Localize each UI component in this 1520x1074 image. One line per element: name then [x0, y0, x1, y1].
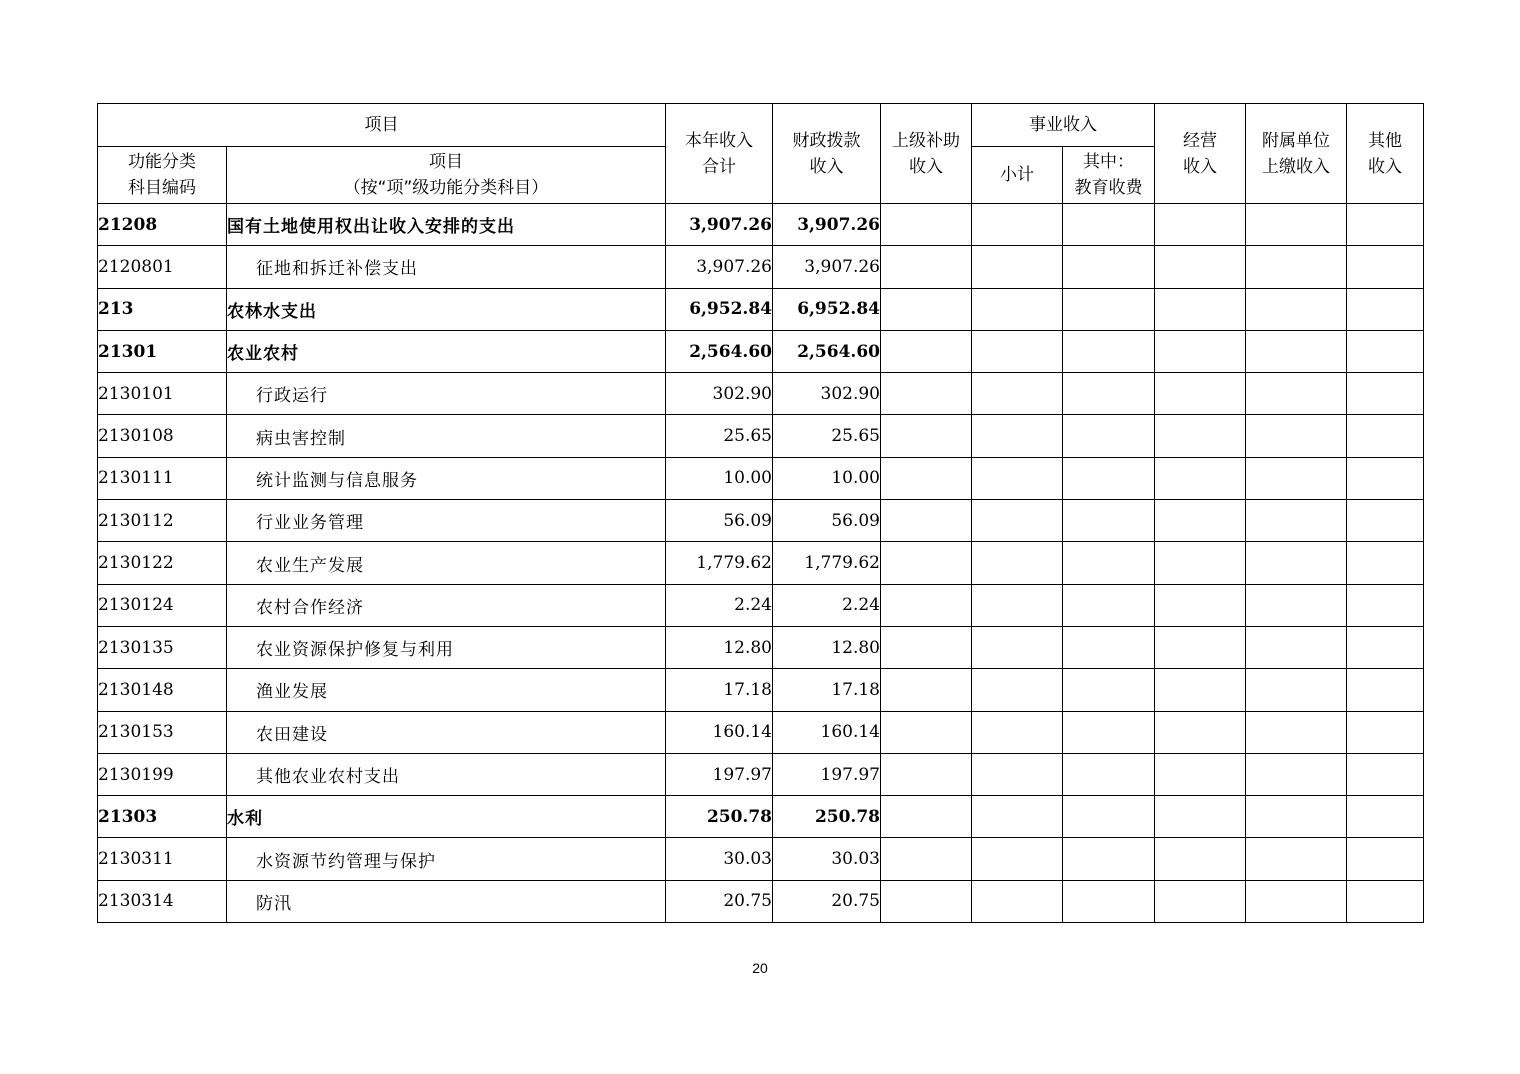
row-operating-income — [1155, 753, 1246, 795]
row-code: 2130111 — [98, 457, 227, 499]
row-operating-income — [1155, 246, 1246, 288]
row-operating-income — [1155, 626, 1246, 668]
income-budget-table — [97, 103, 1424, 923]
row-name: 渔业发展 — [227, 669, 666, 711]
row-business-subtotal — [972, 711, 1063, 753]
table-row — [98, 288, 1424, 330]
row-superior-subsidy — [881, 669, 972, 711]
row-name: 水利 — [227, 796, 666, 838]
row-name: 农林水支出 — [227, 288, 666, 330]
row-education-fee — [1063, 373, 1155, 415]
row-superior-subsidy — [881, 288, 972, 330]
row-superior-subsidy — [881, 584, 972, 626]
row-fiscal-appropriation: 25.65 — [773, 415, 881, 457]
row-operating-income — [1155, 542, 1246, 584]
row-other-income — [1347, 626, 1424, 668]
row-operating-income — [1155, 711, 1246, 753]
row-superior-subsidy — [881, 415, 972, 457]
row-fiscal-appropriation: 12.80 — [773, 626, 881, 668]
row-code: 21208 — [98, 204, 227, 246]
row-education-fee — [1063, 500, 1155, 542]
row-name: 行业业务管理 — [227, 500, 666, 542]
row-fiscal-appropriation: 2.24 — [773, 584, 881, 626]
row-superior-subsidy — [881, 838, 972, 880]
header-func-code: 功能分类 科目编码 — [98, 147, 227, 204]
row-fiscal-appropriation: 160.14 — [773, 711, 881, 753]
row-other-income — [1347, 204, 1424, 246]
row-education-fee — [1063, 880, 1155, 922]
row-operating-income — [1155, 204, 1246, 246]
row-name: 水资源节约管理与保护 — [227, 838, 666, 880]
row-total-income: 30.03 — [666, 838, 773, 880]
row-code: 2120801 — [98, 246, 227, 288]
row-affiliated-income — [1246, 457, 1347, 499]
row-operating-income — [1155, 457, 1246, 499]
row-superior-subsidy — [881, 796, 972, 838]
row-affiliated-income — [1246, 626, 1347, 668]
header-education-fee: 其中： 教育收费 — [1063, 147, 1155, 204]
row-superior-subsidy — [881, 753, 972, 795]
row-operating-income — [1155, 415, 1246, 457]
row-other-income — [1347, 330, 1424, 372]
row-name: 征地和拆迁补偿支出 — [227, 246, 666, 288]
header-project: 项目 — [98, 104, 666, 147]
row-total-income: 10.00 — [666, 457, 773, 499]
row-affiliated-income — [1246, 880, 1347, 922]
row-fiscal-appropriation: 250.78 — [773, 796, 881, 838]
row-business-subtotal — [972, 246, 1063, 288]
row-business-subtotal — [972, 542, 1063, 584]
row-other-income — [1347, 880, 1424, 922]
row-fiscal-appropriation: 10.00 — [773, 457, 881, 499]
row-code: 2130124 — [98, 584, 227, 626]
row-total-income: 25.65 — [666, 415, 773, 457]
row-other-income — [1347, 500, 1424, 542]
header-superior-subsidy: 上级补助 收入 — [881, 104, 972, 204]
table-row — [98, 669, 1424, 711]
row-affiliated-income — [1246, 204, 1347, 246]
table-row — [98, 880, 1424, 922]
row-education-fee — [1063, 204, 1155, 246]
row-operating-income — [1155, 669, 1246, 711]
header-other-income: 其他 收入 — [1347, 104, 1424, 204]
row-education-fee — [1063, 542, 1155, 584]
row-name: 国有土地使用权出让收入安排的支出 — [227, 204, 666, 246]
row-superior-subsidy — [881, 880, 972, 922]
row-business-subtotal — [972, 584, 1063, 626]
row-education-fee — [1063, 415, 1155, 457]
row-operating-income — [1155, 838, 1246, 880]
row-business-subtotal — [972, 838, 1063, 880]
row-education-fee — [1063, 669, 1155, 711]
row-fiscal-appropriation: 17.18 — [773, 669, 881, 711]
row-education-fee — [1063, 457, 1155, 499]
row-affiliated-income — [1246, 584, 1347, 626]
row-business-subtotal — [972, 669, 1063, 711]
row-total-income: 2.24 — [666, 584, 773, 626]
row-other-income — [1347, 288, 1424, 330]
row-business-subtotal — [972, 204, 1063, 246]
table-body — [98, 204, 1424, 923]
row-affiliated-income — [1246, 542, 1347, 584]
row-other-income — [1347, 542, 1424, 584]
row-operating-income — [1155, 500, 1246, 542]
row-affiliated-income — [1246, 753, 1347, 795]
row-superior-subsidy — [881, 711, 972, 753]
row-code: 2130112 — [98, 500, 227, 542]
row-affiliated-income — [1246, 373, 1347, 415]
table-row — [98, 330, 1424, 372]
row-education-fee — [1063, 246, 1155, 288]
row-code: 2130153 — [98, 711, 227, 753]
table-row — [98, 204, 1424, 246]
row-fiscal-appropriation: 2,564.60 — [773, 330, 881, 372]
row-business-subtotal — [972, 796, 1063, 838]
table-row — [98, 753, 1424, 795]
row-education-fee — [1063, 288, 1155, 330]
row-total-income: 3,907.26 — [666, 246, 773, 288]
header-subtotal: 小计 — [972, 147, 1063, 204]
row-fiscal-appropriation: 56.09 — [773, 500, 881, 542]
row-code: 2130135 — [98, 626, 227, 668]
row-fiscal-appropriation: 6,952.84 — [773, 288, 881, 330]
row-operating-income — [1155, 796, 1246, 838]
row-name: 统计监测与信息服务 — [227, 457, 666, 499]
row-other-income — [1347, 373, 1424, 415]
table-row — [98, 796, 1424, 838]
row-total-income: 250.78 — [666, 796, 773, 838]
row-total-income: 160.14 — [666, 711, 773, 753]
row-total-income: 17.18 — [666, 669, 773, 711]
row-total-income: 6,952.84 — [666, 288, 773, 330]
row-code: 2130122 — [98, 542, 227, 584]
row-education-fee — [1063, 796, 1155, 838]
row-operating-income — [1155, 288, 1246, 330]
row-operating-income — [1155, 584, 1246, 626]
row-superior-subsidy — [881, 204, 972, 246]
row-education-fee — [1063, 753, 1155, 795]
row-total-income: 2,564.60 — [666, 330, 773, 372]
row-other-income — [1347, 753, 1424, 795]
row-affiliated-income — [1246, 288, 1347, 330]
header-operating-income: 经营 收入 — [1155, 104, 1246, 204]
row-fiscal-appropriation: 1,779.62 — [773, 542, 881, 584]
row-affiliated-income — [1246, 415, 1347, 457]
row-affiliated-income — [1246, 330, 1347, 372]
row-affiliated-income — [1246, 711, 1347, 753]
row-superior-subsidy — [881, 626, 972, 668]
row-code: 2130314 — [98, 880, 227, 922]
row-operating-income — [1155, 880, 1246, 922]
row-business-subtotal — [972, 880, 1063, 922]
row-total-income: 12.80 — [666, 626, 773, 668]
row-total-income: 20.75 — [666, 880, 773, 922]
row-code: 2130148 — [98, 669, 227, 711]
row-business-subtotal — [972, 457, 1063, 499]
header-business-income: 事业收入 — [972, 104, 1155, 147]
table-row — [98, 457, 1424, 499]
row-code: 2130101 — [98, 373, 227, 415]
row-education-fee — [1063, 330, 1155, 372]
row-business-subtotal — [972, 288, 1063, 330]
row-education-fee — [1063, 584, 1155, 626]
row-code: 21303 — [98, 796, 227, 838]
row-name: 防汛 — [227, 880, 666, 922]
row-name: 农业农村 — [227, 330, 666, 372]
row-name: 病虫害控制 — [227, 415, 666, 457]
row-affiliated-income — [1246, 796, 1347, 838]
table-row — [98, 838, 1424, 880]
row-superior-subsidy — [881, 457, 972, 499]
row-name: 农田建设 — [227, 711, 666, 753]
row-affiliated-income — [1246, 500, 1347, 542]
row-total-income: 56.09 — [666, 500, 773, 542]
row-business-subtotal — [972, 753, 1063, 795]
row-code: 21301 — [98, 330, 227, 372]
row-name: 其他农业农村支出 — [227, 753, 666, 795]
row-code: 213 — [98, 288, 227, 330]
table-row — [98, 415, 1424, 457]
row-name: 农村合作经济 — [227, 584, 666, 626]
row-name: 行政运行 — [227, 373, 666, 415]
row-fiscal-appropriation: 20.75 — [773, 880, 881, 922]
row-education-fee — [1063, 711, 1155, 753]
row-total-income: 302.90 — [666, 373, 773, 415]
table-row — [98, 373, 1424, 415]
table-row — [98, 246, 1424, 288]
row-fiscal-appropriation: 3,907.26 — [773, 246, 881, 288]
row-other-income — [1347, 838, 1424, 880]
header-fiscal-appropriation: 财政拨款 收入 — [773, 104, 881, 204]
row-code: 2130108 — [98, 415, 227, 457]
row-total-income: 197.97 — [666, 753, 773, 795]
row-name: 农业生产发展 — [227, 542, 666, 584]
header-item-name: 项目 （按“项”级功能分类科目） — [227, 147, 666, 204]
row-total-income: 1,779.62 — [666, 542, 773, 584]
row-fiscal-appropriation: 30.03 — [773, 838, 881, 880]
row-affiliated-income — [1246, 838, 1347, 880]
row-operating-income — [1155, 330, 1246, 372]
row-total-income: 3,907.26 — [666, 204, 773, 246]
row-other-income — [1347, 415, 1424, 457]
row-business-subtotal — [972, 500, 1063, 542]
page-number: 20 — [752, 960, 768, 976]
row-code: 2130199 — [98, 753, 227, 795]
row-fiscal-appropriation: 3,907.26 — [773, 204, 881, 246]
row-education-fee — [1063, 626, 1155, 668]
table-row — [98, 542, 1424, 584]
row-name: 农业资源保护修复与利用 — [227, 626, 666, 668]
row-operating-income — [1155, 373, 1246, 415]
row-superior-subsidy — [881, 246, 972, 288]
table-row — [98, 626, 1424, 668]
table-row — [98, 500, 1424, 542]
row-other-income — [1347, 584, 1424, 626]
row-business-subtotal — [972, 373, 1063, 415]
table-row — [98, 711, 1424, 753]
row-other-income — [1347, 246, 1424, 288]
row-superior-subsidy — [881, 330, 972, 372]
row-business-subtotal — [972, 626, 1063, 668]
row-education-fee — [1063, 838, 1155, 880]
row-other-income — [1347, 796, 1424, 838]
table-row — [98, 584, 1424, 626]
header-affiliated-income: 附属单位 上缴收入 — [1246, 104, 1347, 204]
header-total-income: 本年收入 合计 — [666, 104, 773, 204]
row-affiliated-income — [1246, 246, 1347, 288]
row-affiliated-income — [1246, 669, 1347, 711]
row-code: 2130311 — [98, 838, 227, 880]
row-business-subtotal — [972, 415, 1063, 457]
row-other-income — [1347, 711, 1424, 753]
row-business-subtotal — [972, 330, 1063, 372]
row-superior-subsidy — [881, 500, 972, 542]
row-fiscal-appropriation: 197.97 — [773, 753, 881, 795]
row-superior-subsidy — [881, 542, 972, 584]
row-other-income — [1347, 669, 1424, 711]
row-other-income — [1347, 457, 1424, 499]
row-fiscal-appropriation: 302.90 — [773, 373, 881, 415]
row-superior-subsidy — [881, 373, 972, 415]
